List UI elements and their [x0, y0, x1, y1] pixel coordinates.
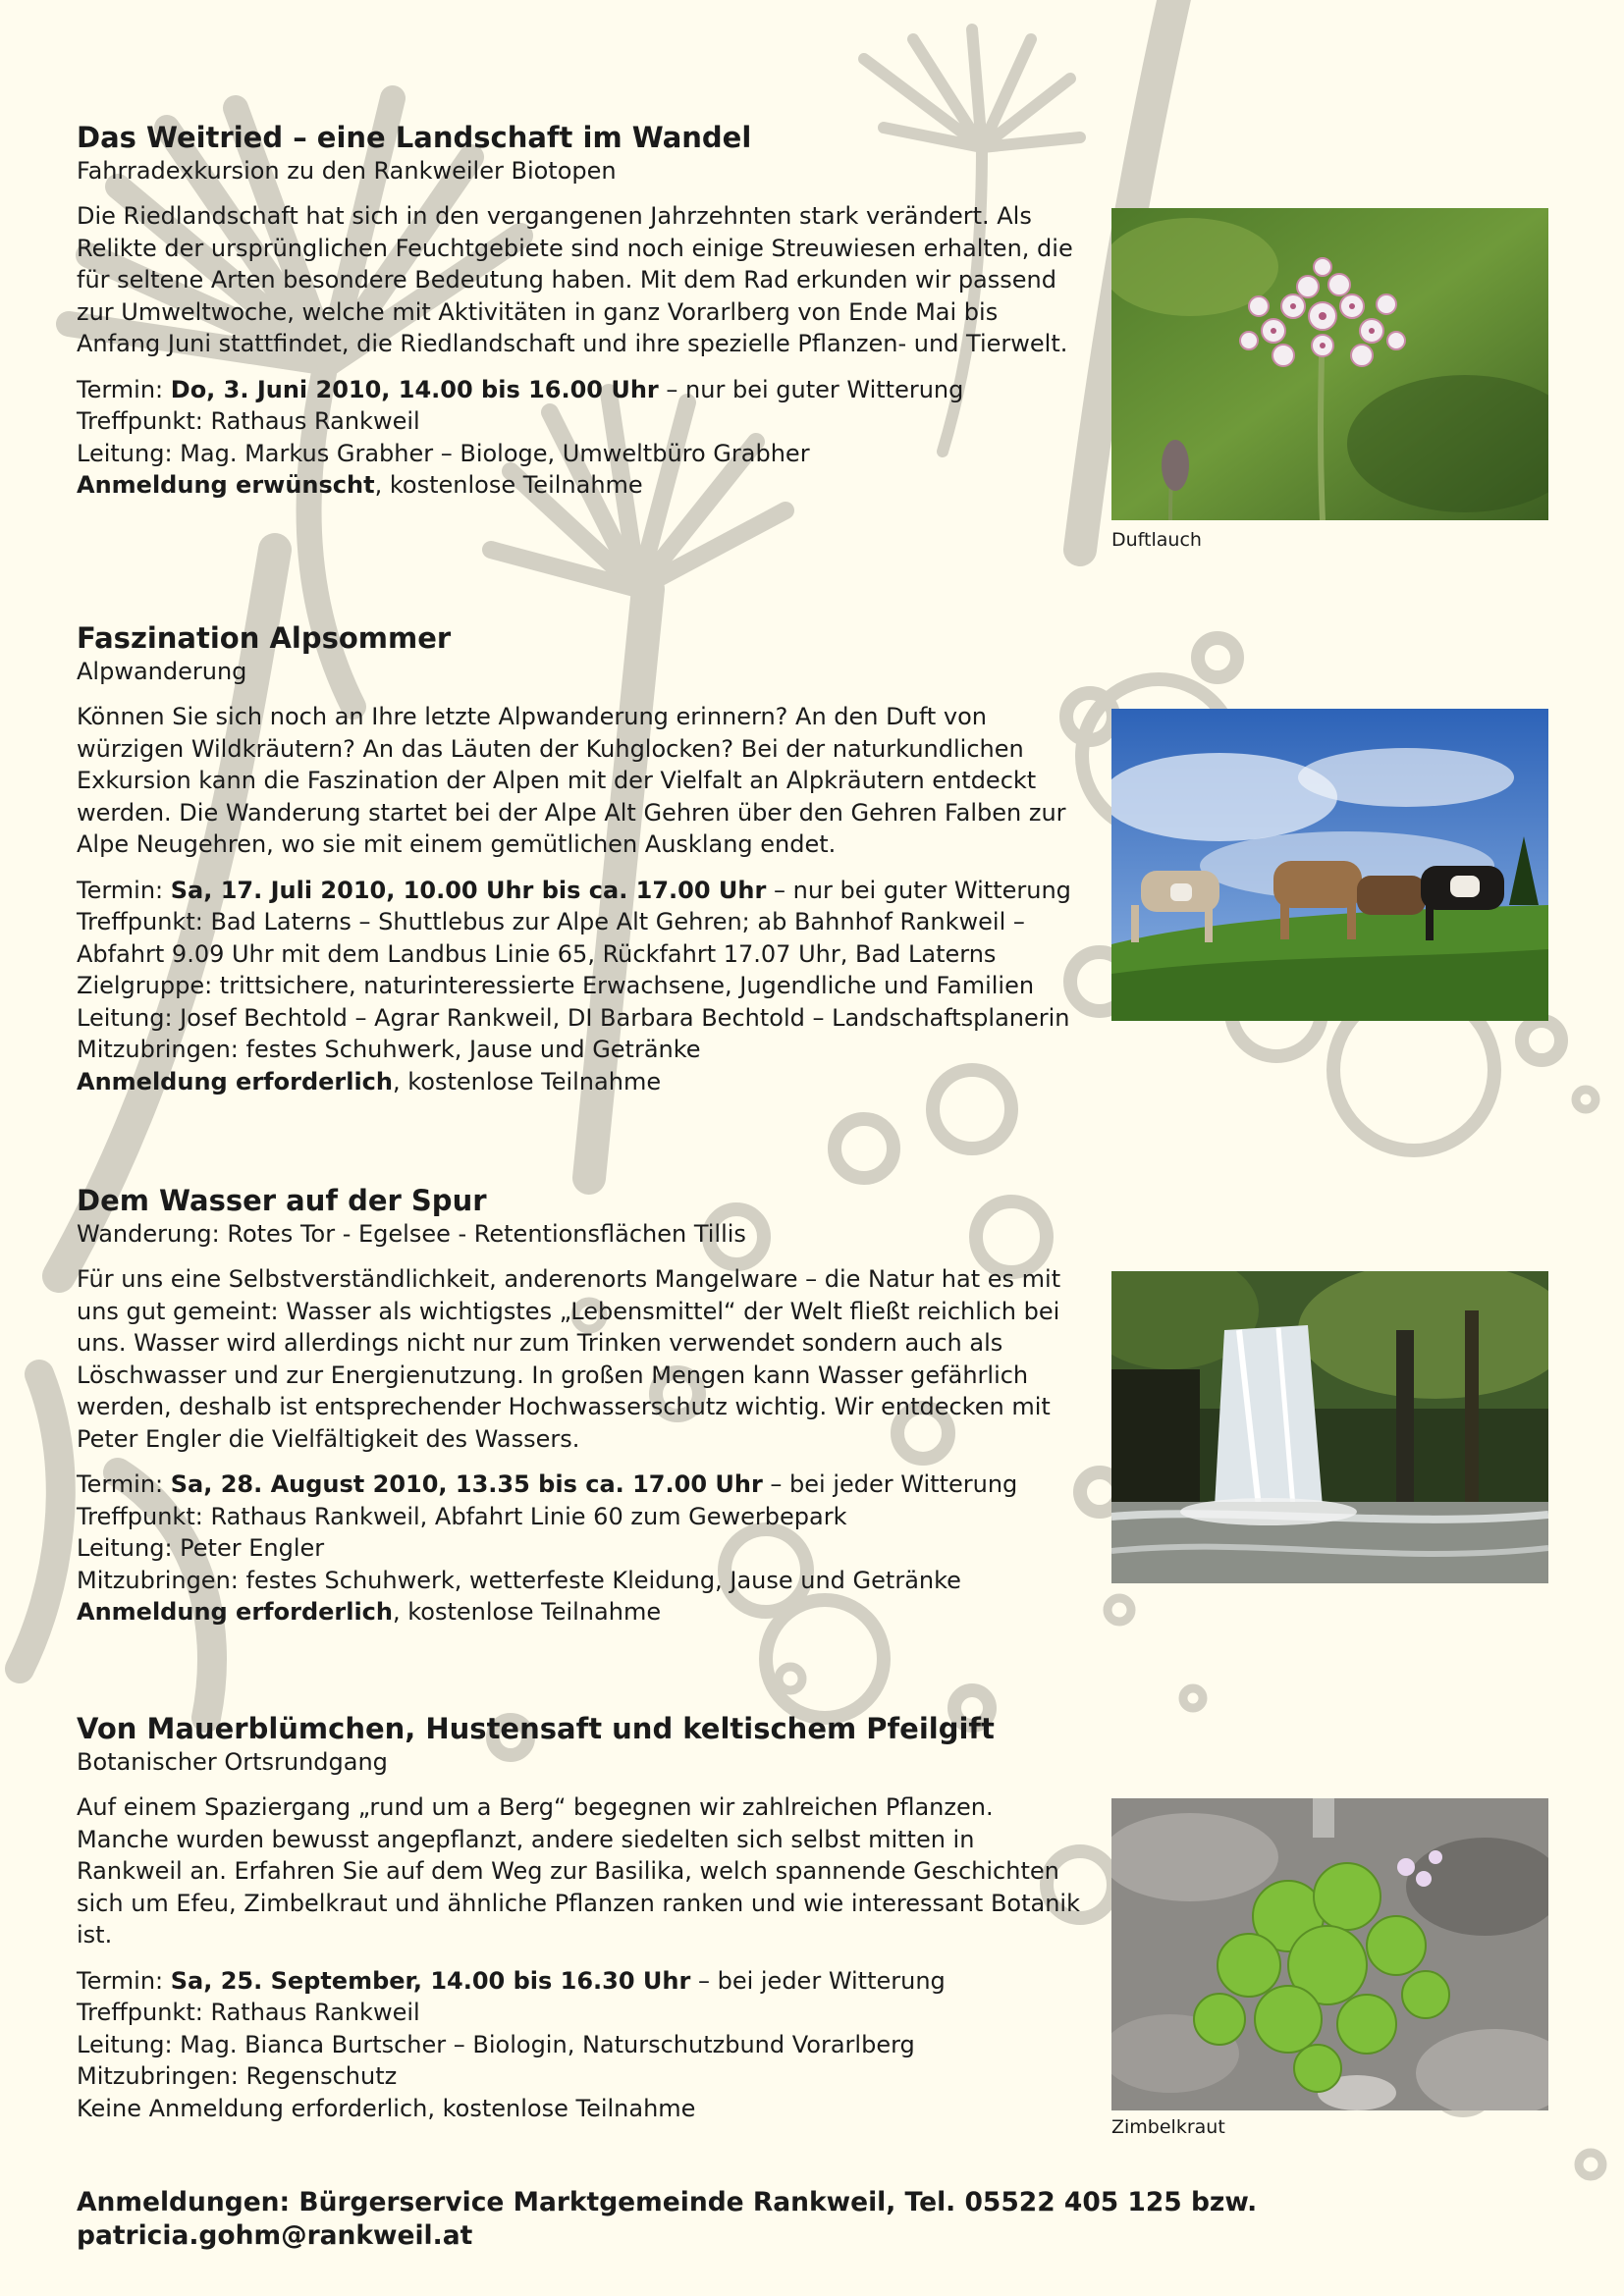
cows-photo — [1111, 709, 1548, 1021]
event-subtitle: Fahrradexkursion zu den Rankweiler Biotopen — [77, 157, 617, 185]
event-termin: Termin: Sa, 28. August 2010, 13.35 bis ca. 17.00 Uhr – bei jeder Witterung — [77, 1470, 1018, 1498]
event-description: Auf einem Spaziergang „rund um a Berg“ begegnen wir zahlreichen Pflanzen. Manche wurden bewusst angepflanzt, andere siedelten sich selbst mitten in Rankweil an. Erfahren Sie auf dem Weg zur Basilika, welch spannende Geschichten sich um Efeu, Zimbelkraut und ähnliche Pflanzen ranken und wie interessant Botanik ist. — [77, 1793, 1080, 1949]
event-wasser — [77, 1183, 1083, 1629]
event-leader: Leitung: Peter Engler — [77, 1534, 325, 1562]
event-meeting-point: Treffpunkt: Bad Laterns – Shuttlebus zur Alpe Alt Gehren; ab Bahnhof Rankweil – Abfahrt 9.09 Uhr mit dem Landbus Linie 65, Rückfahrt 17.07 Uhr, Bad Laterns — [77, 908, 1025, 968]
event-equipment: Mitzubringen: Regenschutz — [77, 2062, 398, 2090]
event-registration: Anmeldung erforderlich, kostenlose Teilnahme — [77, 1067, 662, 1095]
registration-contact: Anmeldungen: Bürgerservice Marktgemeinde Rankweil, Tel. 05522 405 125 bzw. patricia.gohm@rankweil.at — [77, 2187, 1258, 2251]
event-termin: Termin: Do, 3. Juni 2010, 14.00 bis 16.00 Uhr – nur bei guter Witterung — [77, 375, 964, 403]
waterfall-photo — [1111, 1271, 1548, 1583]
event-registration: Anmeldung erforderlich, kostenlose Teilnahme — [77, 1598, 662, 1626]
event-equipment: Mitzubringen: festes Schuhwerk, wetterfeste Kleidung, Jause und Getränke — [77, 1566, 961, 1594]
flower-photo — [1111, 208, 1548, 520]
event-subtitle: Wanderung: Rotes Tor - Egelsee - Retentionsflächen Tillis — [77, 1220, 746, 1248]
event-title: Von Mauerblümchen, Hustensaft und keltischem Pfeilgift — [77, 1712, 995, 1745]
event-registration: Anmeldung erwünscht, kostenlose Teilnahme — [77, 471, 643, 499]
event-date: Do, 3. Juni 2010, 14.00 bis 16.00 Uhr — [170, 375, 659, 403]
event-meeting-point: Treffpunkt: Rathaus Rankweil, Abfahrt Linie 60 zum Gewerbepark — [77, 1502, 847, 1530]
event-title: Dem Wasser auf der Spur — [77, 1184, 487, 1217]
event-title: Das Weitried – eine Landschaft im Wandel — [77, 121, 752, 154]
event-date: Sa, 17. Juli 2010, 10.00 Uhr bis ca. 17.00 Uhr — [170, 876, 767, 904]
event-subtitle: Alpwanderung — [77, 658, 247, 685]
event-subtitle: Botanischer Ortsrundgang — [77, 1748, 388, 1776]
event-leader: Leitung: Mag. Markus Grabher – Biologe, Umweltbüro Grabher — [77, 439, 810, 467]
event-meeting-point: Treffpunkt: Rathaus Rankweil — [77, 407, 420, 435]
event-botanik — [77, 1711, 1083, 2124]
event-weitried — [77, 120, 1083, 502]
photo-caption: Zimbelkraut — [1111, 2116, 1225, 2138]
event-leader: Leitung: Mag. Bianca Burtscher – Biologin, Naturschutzbund Vorarlberg — [77, 2030, 915, 2058]
photo-caption: Duftlauch — [1111, 529, 1202, 551]
event-meeting-point: Treffpunkt: Rathaus Rankweil — [77, 1999, 420, 2026]
event-leader: Leitung: Josef Bechtold – Agrar Rankweil, DI Barbara Bechtold – Landschaftsplanerin — [77, 1003, 1070, 1032]
ivy-photo — [1111, 1798, 1548, 2110]
event-target-group: Zielgruppe: trittsichere, naturinteressierte Erwachsene, Jugendliche und Familien — [77, 972, 1035, 999]
event-registration-note: Keine Anmeldung erforderlich, kostenlose Teilnahme — [77, 2094, 696, 2122]
event-termin: Termin: Sa, 25. September, 14.00 bis 16.30 Uhr – bei jeder Witterung — [77, 1966, 946, 1995]
event-date: Sa, 28. August 2010, 13.35 bis ca. 17.00 Uhr — [170, 1470, 763, 1498]
event-description: Können Sie sich noch an Ihre letzte Alpwanderung erinnern? An den Duft von würzigen Wildkräutern? An das Läuten der Kuhglocken? Bei der naturkundlichen Exkursion kann die Faszination der Alpen mit der Vielfalt an Alpkräutern entdeckt werden. Die Wanderung startet bei der Alpe Alt Gehren über den Gehren Falben zur Alpe Neugehren, wo sie mit einem gemütlichen Ausklang endet. — [77, 703, 1066, 858]
event-date: Sa, 25. September, 14.00 bis 16.30 Uhr — [170, 1966, 691, 1995]
event-description: Die Riedlandschaft hat sich in den vergangenen Jahrzehnten stark verändert. Als Relikte der ursprünglichen Feuchtgebiete sind noch einige Streuwiesen erhalten, die für seltene Arten besondere Bedeutung haben. Mit dem Rad erkunden wir passend zur Umweltwoche, welche mit Aktivitäten in ganz Vorarlberg von Ende Mai bis Anfang Juni stattfindet, die Riedlandschaft und ihre spezielle Pflanzen- und Tierwelt. — [77, 202, 1073, 357]
event-description: Für uns eine Selbstverständlichkeit, anderenorts Mangelware – die Natur hat es mit uns gut gemeint: Wasser als wichtigstes „Lebensmittel“ der Welt fließt reichlich bei uns. Wasser wird allerdings nicht nur zum Trinken verwendet sondern auch als Löschwasser und zur Energienutzung. In großen Mengen kann Wasser gefährlich werden, deshalb ist entsprechender Hochwasserschutz wichtig. Wir entdecken mit Peter Engler die Vielfältigkeit des Wassers. — [77, 1265, 1061, 1453]
event-equipment: Mitzubringen: festes Schuhwerk, Jause und Getränke — [77, 1036, 701, 1063]
event-termin: Termin: Sa, 17. Juli 2010, 10.00 Uhr bis ca. 17.00 Uhr – nur bei guter Witterung — [77, 876, 1071, 904]
event-title: Faszination Alpsommer — [77, 621, 452, 655]
event-alpsommer — [77, 620, 1083, 1097]
